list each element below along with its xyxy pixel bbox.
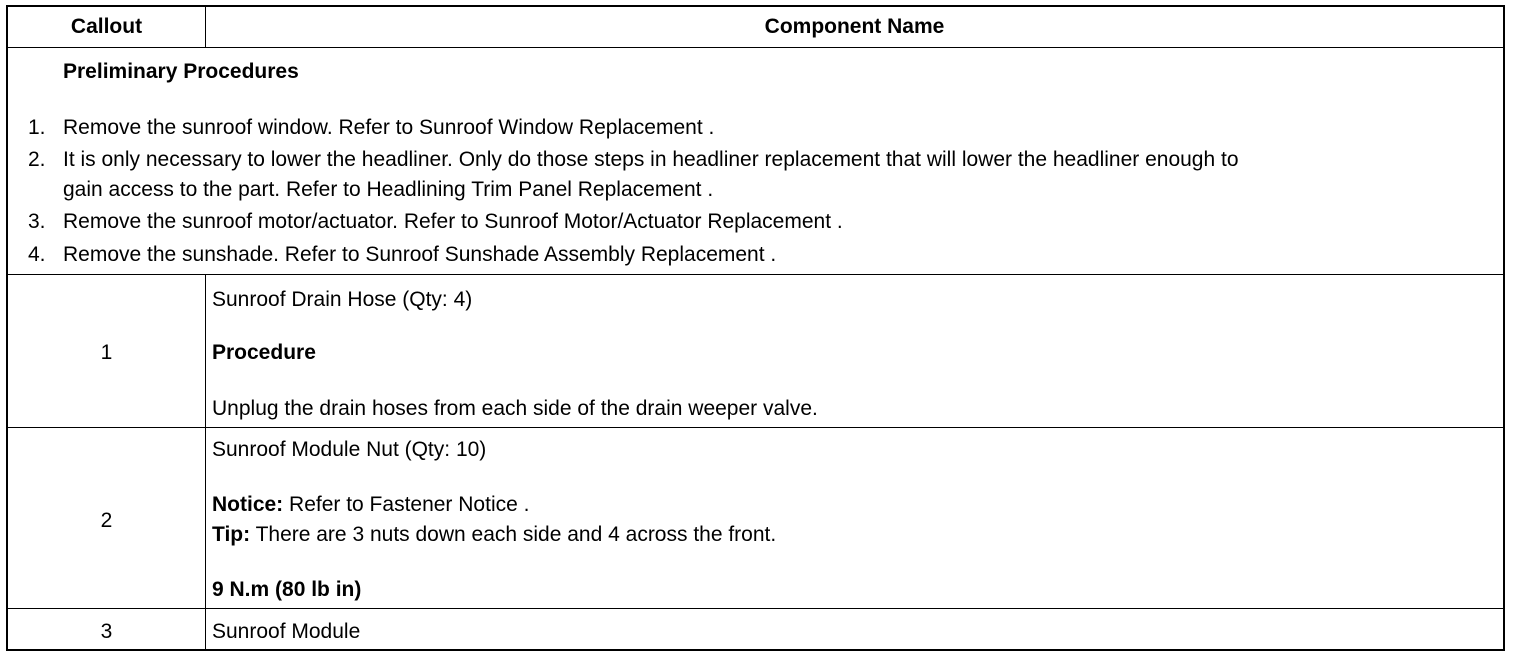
component-name: Sunroof Module bbox=[212, 620, 361, 643]
row-divider bbox=[8, 274, 1503, 275]
step-text: It is only necessary to lower the headliner. Only do those steps in headliner replacement that will lower the headliner enough to bbox=[63, 148, 1239, 171]
header-component-name: Component Name bbox=[764, 15, 945, 38]
procedure-label: Procedure bbox=[212, 341, 316, 364]
notice-label: Notice: bbox=[212, 493, 284, 516]
notice-text: Refer to Fastener Notice . bbox=[283, 493, 530, 516]
step-number: 2. bbox=[28, 148, 46, 171]
procedure-text: Unplug the drain hoses from each side of the drain weeper valve. bbox=[212, 397, 818, 420]
step-text-continued: gain access to the part. Refer to Headlining Trim Panel Replacement . bbox=[63, 178, 714, 201]
row-divider bbox=[8, 427, 1503, 428]
callout-number: 3 bbox=[100, 620, 113, 643]
row-divider bbox=[8, 608, 1503, 609]
step-text: Remove the sunroof window. Refer to Sunroof Window Replacement . bbox=[63, 116, 715, 139]
step-number: 3. bbox=[28, 210, 46, 233]
callout-number: 2 bbox=[100, 509, 113, 532]
column-divider bbox=[205, 274, 206, 651]
step-number: 1. bbox=[28, 116, 46, 139]
header-divider bbox=[8, 47, 1503, 48]
step-text: Remove the sunshade. Refer to Sunroof Sunshade Assembly Replacement . bbox=[63, 243, 777, 266]
callout-number: 1 bbox=[100, 341, 113, 364]
header-callout: Callout bbox=[70, 15, 143, 38]
tip-text: There are 3 nuts down each side and 4 across the front. bbox=[250, 523, 777, 546]
tip-line bbox=[212, 523, 776, 547]
step-text: Remove the sunroof motor/actuator. Refer to Sunroof Motor/Actuator Replacement . bbox=[63, 210, 843, 233]
step-number: 4. bbox=[28, 243, 46, 266]
component-table bbox=[6, 5, 1505, 651]
component-name: Sunroof Module Nut (Qty: 10) bbox=[212, 438, 487, 461]
tip-label: Tip: bbox=[212, 523, 251, 546]
component-name: Sunroof Drain Hose (Qty: 4) bbox=[212, 288, 473, 311]
torque-spec: 9 N.m (80 lb in) bbox=[212, 578, 362, 601]
notice-line bbox=[212, 493, 529, 517]
preliminary-title: Preliminary Procedures bbox=[63, 60, 299, 83]
